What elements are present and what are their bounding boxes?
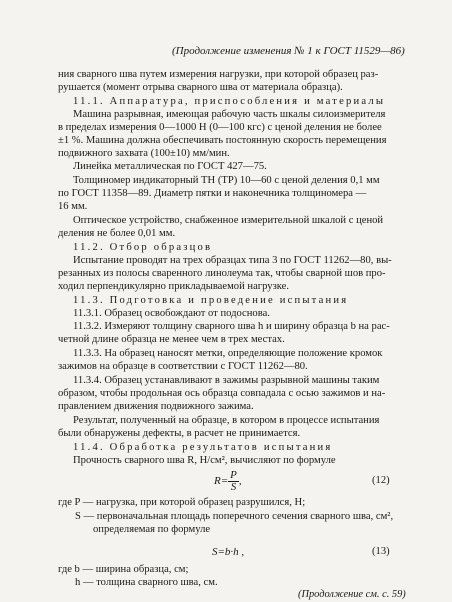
formula-12-numerator: P	[230, 469, 237, 481]
formula-12-denominator: S	[230, 481, 237, 493]
text-line: где P — нагрузка, при которой образец разрушился, Н;	[58, 497, 306, 508]
text-line: подвижного захвата (100±10) мм/мин.	[58, 148, 230, 159]
formula-12-lhs: R=	[214, 475, 229, 488]
text-line: Толщиномер индикаторный ТН (ТР) 10—60 с ценой деления 0,1 мм	[73, 175, 380, 186]
text-line: ±1 %. Машина должна обеспечивать постоянную скорость перемещения	[58, 135, 387, 146]
text-line: определяемая по формуле	[93, 524, 211, 535]
text-line: в пределах измерения 0—1000 Н (0—100 кгс) с ценой деления не более	[58, 122, 382, 133]
text-line: где b — ширина образца, см;	[58, 564, 189, 575]
page-header: (Продолжение изменения № 1 к ГОСТ 11529—86)	[172, 45, 405, 57]
text-line: 11.3.1. Образец освобождают от подоснова.	[73, 308, 270, 319]
text-line: по ГОСТ 11358—89. Диаметр пятки и наконечника толщиномера —	[58, 188, 367, 199]
text-line: 11.3.2. Измеряют толщину сварного шва h и ширину образца b на рас-	[73, 321, 390, 332]
text-line: образом, чтобы продольная ось образца совпадала с осью зажимов и на-	[58, 388, 386, 399]
text-line: 16 мм.	[58, 201, 88, 212]
text-line: Прочность сварного шва R, Н/см², вычисляют по формуле	[73, 455, 336, 466]
page-footer: (Продолжение см. с. 59)	[298, 589, 406, 600]
text-line: деления не более 0,01 мм.	[58, 228, 176, 239]
text-line: Машина разрывная, имеющая рабочую часть шкалы силоизмерителя	[73, 109, 386, 120]
text-line: Линейка металлическая по ГОСТ 427—75.	[73, 161, 267, 172]
text-line: зажимов на образце в соответствии с ГОСТ 11262—80.	[58, 361, 308, 372]
text-line: S — первоначальная площадь поперечного сечения сварного шва, см²,	[75, 511, 394, 522]
text-line: резанных из полосы сваренного линолеума так, чтобы сварной шов про-	[58, 268, 386, 279]
text-line: 11.3.3. На образец наносят метки, определяющие положение кромок	[73, 348, 383, 359]
text-line: Испытание проводят на трех образцах типа 3 по ГОСТ 11262—80, вы-	[73, 255, 392, 266]
text-line: Результат, полученный на образце, в котором в процессе испытания	[73, 415, 380, 426]
formula-12-number: (12)	[372, 475, 390, 486]
formula-13: S=b·h ,	[212, 546, 245, 558]
formula-12-fraction	[228, 470, 239, 493]
formula-12-tail: ,	[238, 475, 242, 488]
text-line: четной длине образца не менее чем в трех местах.	[58, 334, 285, 345]
section-heading: 11.2. Отбор образцов	[73, 242, 213, 253]
text-line: были обнаружены дефекты, в расчет не принимается.	[58, 428, 301, 439]
text-line: Оптическое устройство, снабженное измерительной шкалой с ценой	[73, 215, 384, 226]
text-line: рушается (момент отрыва сварного шва от материала образца).	[58, 82, 343, 93]
section-heading: 11.3. Подготовка и проведение испытания	[73, 295, 349, 306]
text-line: правлением движения подвижного зажима.	[58, 401, 254, 412]
text-line: 11.3.4. Образец устанавливают в зажимы разрывной машины таким	[73, 375, 380, 386]
text-line: h — толщина сварного шва, см.	[75, 577, 218, 588]
formula-13-number: (13)	[372, 546, 390, 557]
section-heading: 11.1. Аппаратура, приспособления и материалы	[73, 96, 386, 107]
section-heading: 11.4. Обработка результатов испытания	[73, 442, 333, 453]
text-line: ходил перпендикулярно прикладываемой нагрузке.	[58, 281, 289, 292]
text-line: ния сварного шва путем измерения нагрузки, при которой образец раз-	[58, 69, 379, 80]
